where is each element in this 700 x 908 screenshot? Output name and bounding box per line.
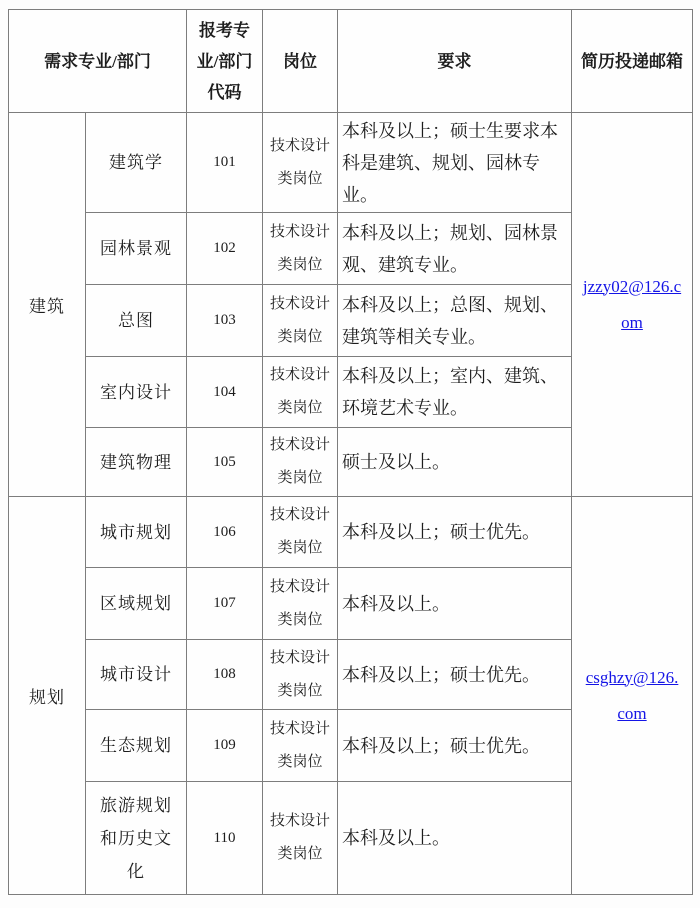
position-cell: 技术设计类岗位 [263,357,338,428]
requirement-cell: 硕士及以上。 [338,428,572,497]
requirement-cell: 本科及以上；硕士优先。 [338,497,572,568]
code-cell: 105 [187,428,263,497]
recruitment-table [8,9,693,895]
group-name-planning: 规划 [9,497,86,895]
major-cell: 区域规划 [86,568,187,640]
position-cell: 技术设计类岗位 [263,285,338,357]
major-cell: 城市规划 [86,497,187,568]
code-cell: 108 [187,640,263,710]
major-cell: 总图 [86,285,187,357]
header-email: 简历投递邮箱 [572,10,693,113]
major-cell: 城市设计 [86,640,187,710]
major-cell: 生态规划 [86,710,187,782]
table-row [9,113,693,213]
major-cell: 旅游规划和历史文化 [86,782,187,895]
position-cell: 技术设计类岗位 [263,497,338,568]
email-link-architecture[interactable]: jzzy02@126.com [582,276,682,332]
code-cell: 107 [187,568,263,640]
position-cell: 技术设计类岗位 [263,782,338,895]
major-cell: 园林景观 [86,213,187,285]
position-cell: 技术设计类岗位 [263,213,338,285]
requirement-cell: 本科及以上。 [338,782,572,895]
requirement-cell: 本科及以上；硕士优先。 [338,710,572,782]
requirement-cell: 本科及以上。 [338,568,572,640]
requirement-cell: 本科及以上；规划、园林景观、建筑专业。 [338,213,572,285]
position-cell: 技术设计类岗位 [263,113,338,213]
email-cell-architecture [572,113,693,497]
email-link-planning[interactable]: csghzy@126.com [585,667,679,723]
position-cell: 技术设计类岗位 [263,568,338,640]
code-cell: 106 [187,497,263,568]
header-row [9,10,693,113]
requirement-cell: 本科及以上；硕士生要求本科是建筑、规划、园林专业。 [338,113,572,213]
table-row [9,497,693,568]
code-cell: 101 [187,113,263,213]
requirement-cell: 本科及以上；总图、规划、建筑等相关专业。 [338,285,572,357]
code-cell: 109 [187,710,263,782]
requirement-cell: 本科及以上；硕士优先。 [338,640,572,710]
major-cell: 室内设计 [86,357,187,428]
header-requirement: 要求 [338,10,572,113]
header-major-dept: 需求专业/部门 [9,10,187,113]
position-cell: 技术设计类岗位 [263,640,338,710]
code-cell: 110 [187,782,263,895]
position-cell: 技术设计类岗位 [263,428,338,497]
code-cell: 103 [187,285,263,357]
code-cell: 104 [187,357,263,428]
header-code: 报考专业/部门代码 [187,10,263,113]
header-position: 岗位 [263,10,338,113]
requirement-cell: 本科及以上；室内、建筑、环境艺术专业。 [338,357,572,428]
major-cell: 建筑学 [86,113,187,213]
code-cell: 102 [187,213,263,285]
position-cell: 技术设计类岗位 [263,710,338,782]
email-cell-planning [572,497,693,895]
major-cell: 建筑物理 [86,428,187,497]
group-name-architecture: 建筑 [9,113,86,497]
